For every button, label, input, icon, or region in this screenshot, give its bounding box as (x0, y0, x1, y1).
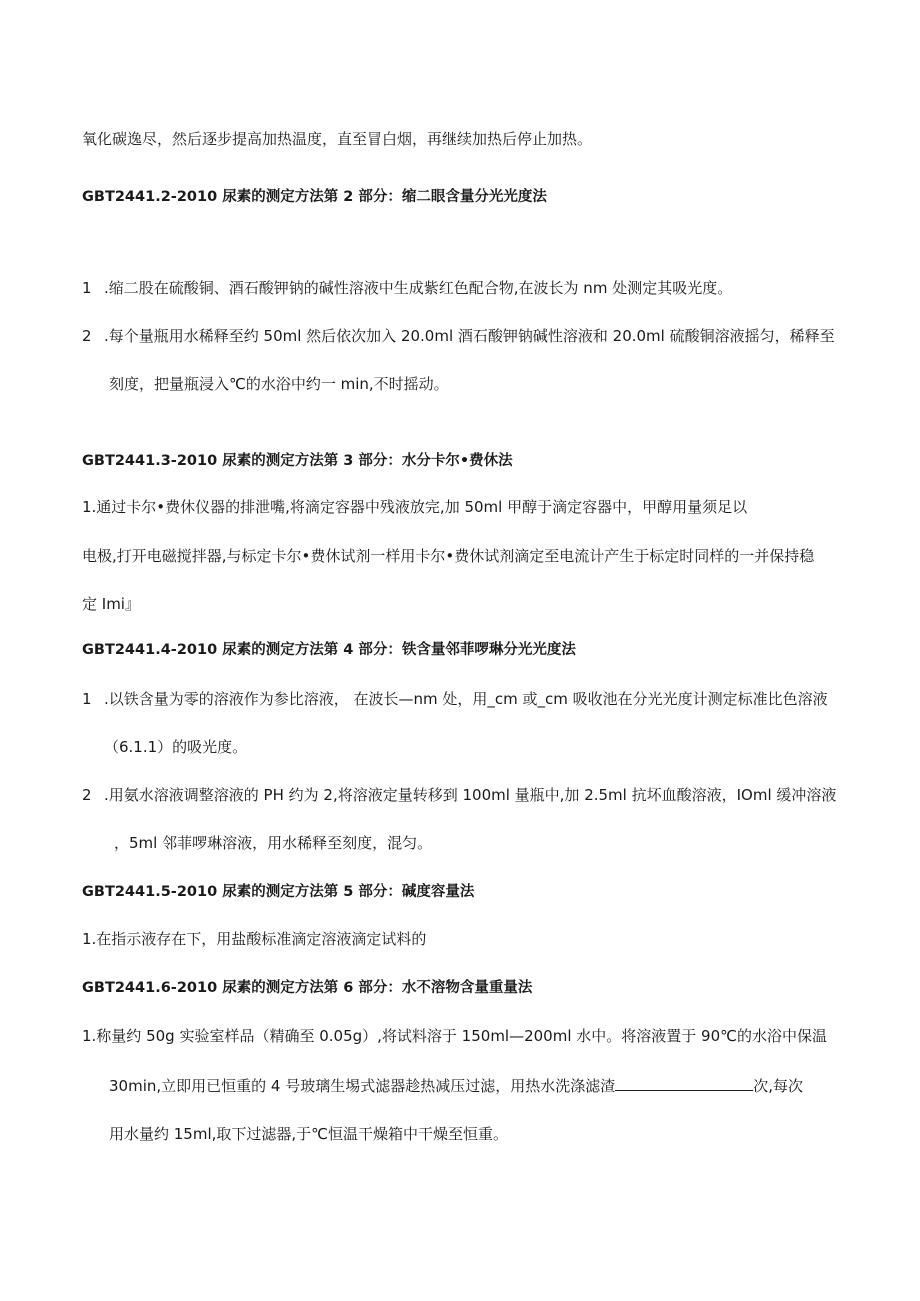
item-continuation: 电极,打开电磁搅拌器,与标定卡尔•费休试剂一样用卡尔•费休试剂滴定至电流计产生于标定时同样的一并保持稳 (82, 547, 815, 565)
list-item (82, 689, 828, 709)
item-continuation (109, 1076, 803, 1096)
section-heading-part5: GBT2441.5-2010 尿素的测定方法第 5 部分：碱度容量法 (82, 884, 475, 900)
section-heading-part4: GBT2441.4-2010 尿素的测定方法第 4 部分：铁含量邻菲啰琳分光光度法 (82, 642, 576, 658)
fill-in-blank (615, 1076, 753, 1091)
intro-line: 氧化碳逸尽，然后逐步提高加热温度，直至冒白烟，再继续加热后停止加热。 (82, 130, 593, 148)
item-number: 1 (82, 690, 92, 708)
item-number: 2 (82, 327, 92, 345)
section-heading-part2: GBT2441.2-2010 尿素的测定方法第 2 部分：缩二眼含量分光光度法 (82, 189, 547, 205)
item-number: 2 (82, 786, 92, 804)
item-text: 次,每次 (753, 1077, 804, 1095)
list-item (82, 326, 835, 346)
item-continuation: 定 Imi』 (82, 595, 140, 613)
list-item: 1.称量约 50g 实验室样品（精确至 0.05g）,将试料溶于 150ml—200ml 水中。将溶液置于 90℃的水浴中保温 (82, 1027, 827, 1045)
section-heading-part6: GBT2441.6-2010 尿素的测定方法第 6 部分：水不溶物含量重量法 (82, 980, 533, 996)
item-text: 30min,立即用已恒重的 4 号玻璃生埸式滤器趁热减压过滤，用热水洗涤滤渣 (109, 1077, 616, 1095)
item-continuation: ，5ml 邻菲啰琳溶液，用水稀释至刻度，混匀。 (114, 834, 433, 852)
list-item (82, 785, 836, 805)
item-text: .用氨水溶液调整溶液的 PH 约为 2,将溶液定量转移到 100ml 量瓶中,加 2.5ml 抗坏血酸溶液，IOml 缓冲溶液 (104, 786, 837, 804)
item-continuation: （6.1.1）的吸光度。 (104, 738, 248, 756)
item-text: .缩二股在硫酸铜、酒石酸钾钠的碱性溶液中生成紫红色配合物,在波长为 nm 处测定其吸光度。 (104, 279, 733, 297)
item-continuation: 刻度，把量瓶浸入℃的水浴中约一 min,不时摇动。 (109, 375, 449, 393)
list-item (82, 278, 732, 298)
item-text: .以铁含量为零的溶液作为参比溶液， 在波长—nm 处，用_cm 或_cm 吸收池在分光光度计测定标准比色溶液 (104, 690, 828, 708)
section-heading-part3: GBT2441.3-2010 尿素的测定方法第 3 部分：水分卡尔•费休法 (82, 453, 513, 469)
item-text: .每个量瓶用水稀释至约 50ml 然后依次加入 20.0ml 酒石酸钾钠碱性溶液和 20.0ml 硫酸铜溶液摇匀，稀释至 (104, 327, 835, 345)
list-item: 1.在指示液存在下，用盐酸标准滴定溶液滴定试料的 (82, 930, 427, 948)
item-continuation: 用水量约 15ml,取下过滤器,于℃恒温干燥箱中干燥至恒重。 (109, 1125, 509, 1143)
item-number: 1 (82, 279, 92, 297)
list-item: 1.通过卡尔•费休仪器的排泄嘴,将滴定容器中残液放完,加 50ml 甲醇于滴定容器中，甲醇用量须足以 (82, 498, 748, 516)
